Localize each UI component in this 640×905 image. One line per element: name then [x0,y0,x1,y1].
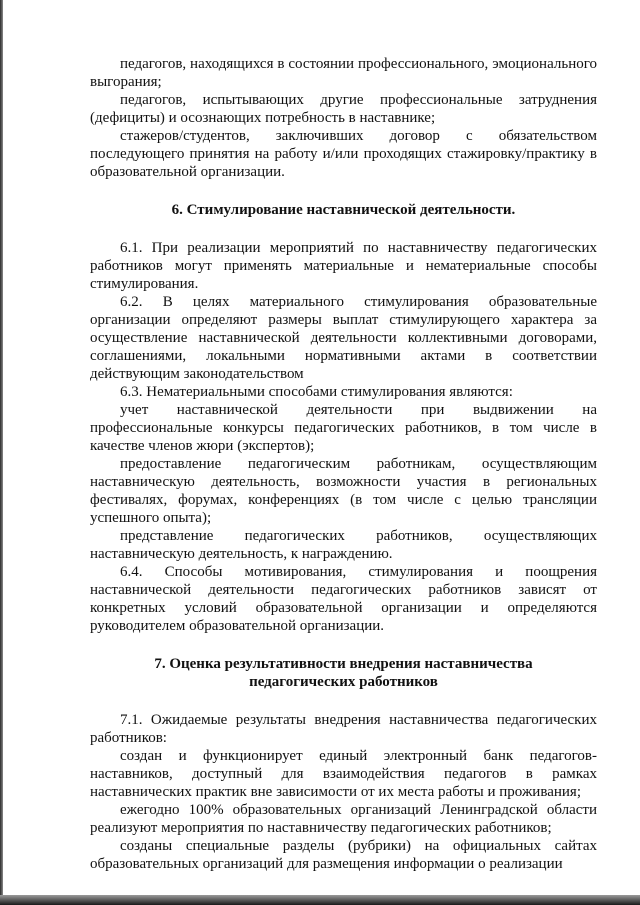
scan-edge-left [0,0,3,905]
paragraph-6-3: 6.3. Нематериальными способами стимулирования являются: [120,384,513,400]
paragraph-7-1: 7.1. Ожидаемые результаты внедрения наставничества педагогических работников: [90,712,597,746]
list-item-difficulties: педагогов, испытывающих другие профессиональные затруднения (дефициты) и осознающих потребность в наставнике; [90,92,597,126]
paragraph-6-1: 6.1. При реализации мероприятий по наставничеству педагогических работников могут применять материальные и нематериальные способы стимулирования. [90,240,597,292]
paragraph-6-4: 6.4. Способы мотивирования, стимулирования и поощрения наставнической деятельности педагогических работников зависят от конкретных условий образовательной организации и определяются руководителем образовательной организации. [90,564,597,634]
document-page [90,55,597,873]
list-item-burnout: педагогов, находящихся в состоянии профессионального, эмоционального выгорания; [90,56,597,90]
section-7-heading-line-1: 7. Оценка результативности внедрения наставничества [154,656,533,672]
scan-edge-bottom [0,895,640,905]
list-item-websites: созданы специальные разделы (рубрики) на официальных сайтах образовательных организаций для размещения информации о реализации [90,838,597,872]
spacer [90,219,597,239]
list-item-interns: стажеров/студентов, заключивших договор с обязательством последующего принятия на работу и/или проходящих стажировку/практику в образовательной организации. [90,128,597,180]
list-item-annual: ежегодно 100% образовательных организаций Ленинградской области реализуют мероприятия по наставничеству педагогических работников; [90,802,597,836]
spacer [90,181,597,201]
section-7-heading-line-2: педагогических работников [249,674,438,690]
spacer [90,635,597,655]
list-item-awards: представление педагогических работников, осуществляющих наставническую деятельность, к награждению. [90,528,597,562]
section-6-heading: 6. Стимулирование наставнической деятельности. [171,202,516,218]
list-item-festivals: предоставление педагогическим работникам, осуществляющим наставническую деятельность, возможности участия в региональных фестивалях, форумах, конференциях (в том числе с целью трансляции успешного опыта); [90,456,597,526]
list-item-jury: учет наставнической деятельности при выдвижении на профессиональные конкурсы педагогических работников, в том числе в качестве членов жюри (экспертов); [90,402,597,454]
spacer [90,691,597,711]
paragraph-6-2: 6.2. В целях материального стимулирования образовательные организации определяют размеры выплат стимулирующего характера за осуществление наставнической деятельности коллективными договорами, соглашениями, локальными нормативными актами в соответствии действующим законодательством [90,294,597,382]
list-item-bank: создан и функционирует единый электронный банк педагогов-наставников, доступный для взаимодействия педагогов в рамках наставнических практик вне зависимости от их места работы и проживания; [90,748,597,800]
